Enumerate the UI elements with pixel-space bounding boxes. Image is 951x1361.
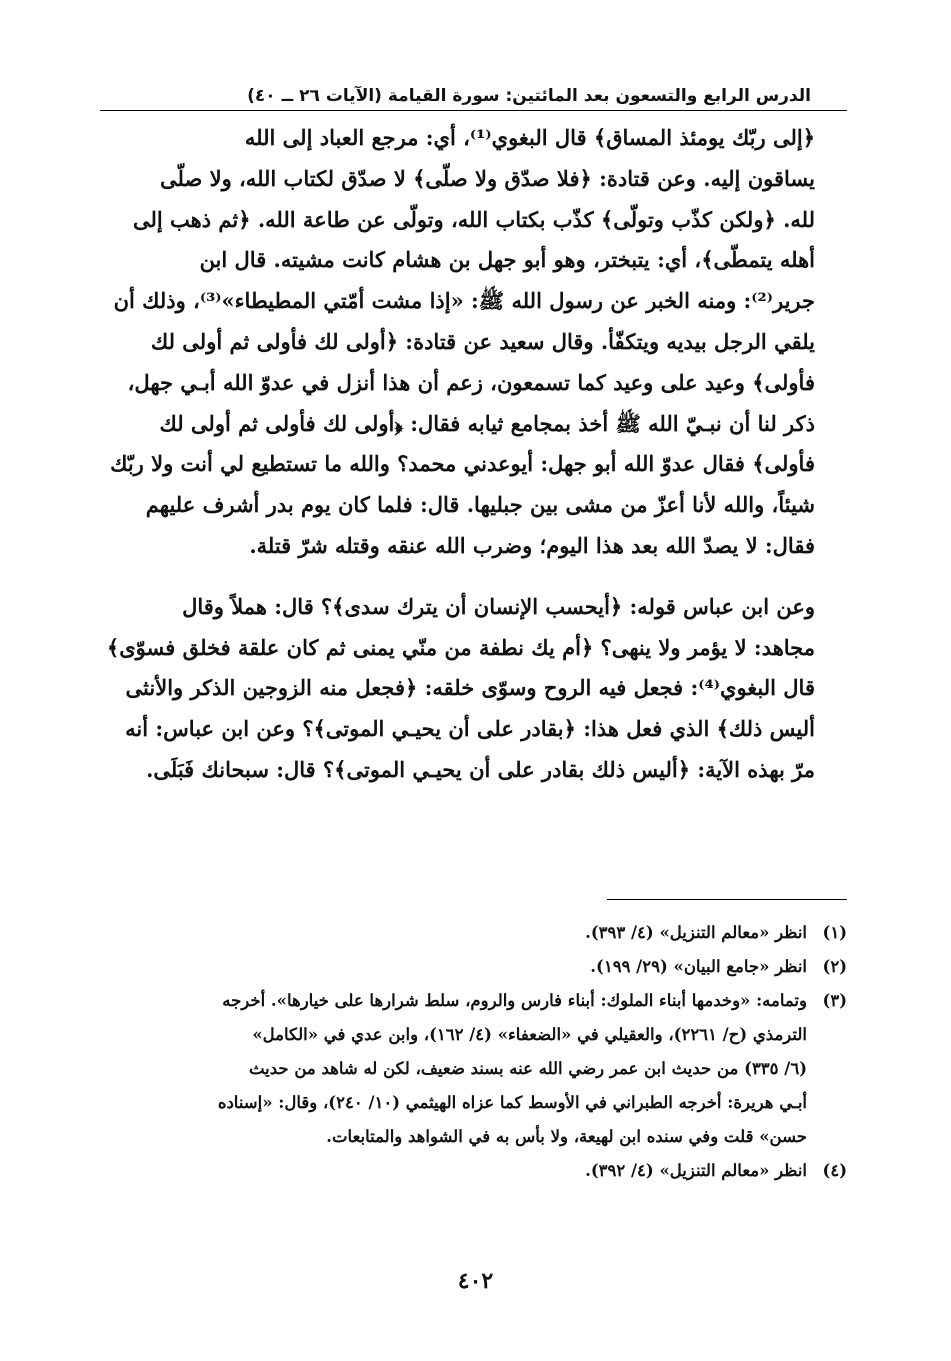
footnote-number: (١) <box>822 923 847 942</box>
footnote-number: (٢) <box>822 957 847 976</box>
footnote-text <box>100 984 807 1154</box>
paragraph <box>100 118 841 567</box>
text-line: يساقون إليه. وعن قتادة: ﴿فلا صدّق ولا صلّى﴾ لا صدّق لكتاب الله، ولا صلّى <box>160 165 815 191</box>
footnote <box>100 984 847 1154</box>
page-number: ٤٠٢ <box>457 1268 494 1294</box>
text-line: أهله يتمطّى﴾، أي: يتبختر، وهو أبو جهل بن هشام كانت مشيته. قال ابن <box>199 247 815 273</box>
text-line: وعن ابن عباس قوله: ﴿أيحسب الإنسان أن يترك سدى﴾؟ قال: هملاً وقال <box>182 593 815 619</box>
footnote <box>100 1154 847 1188</box>
text-line: فأولى﴾ فقال عدوّ الله أبو جهل: أيوعدني محمد؟ والله ما تستطيع لي أنت ولا ربّك <box>110 451 815 477</box>
text-line: شيئاً، والله لأنا أعزّ من مشى بين جبليها. قال: فلما كان يوم بدر أشرف عليهم <box>145 492 815 518</box>
footnote-text <box>100 1154 807 1188</box>
text-line: قال البغوي⁽⁴⁾: فجعل فيه الروح وسوّى خلقه: ﴿فجعل منه الزوجين الذكر والأنثى <box>125 675 815 701</box>
text-line: فأولى﴾ وعيد على وعيد كما تسمعون، زعم أن هذا أنزل في عدوّ الله أبـي جهل، <box>127 369 815 395</box>
footnote-line: (٦/ ٣٣٥) من حديث ابن عمر رضي الله عنه بسند ضعيف، لكن له شاهد من حديث <box>248 1059 807 1078</box>
text-line: مرّ بهذه الآية: ﴿أليس ذلك بقادر على أن يحيـي الموتى﴾؟ قال: سبحانك فَبَلَى. <box>146 756 815 782</box>
text-line: لله. ﴿ولكن كذّب وتولّى﴾ كذّب بكتاب الله، وتولّى عن طاعة الله. ﴿ثم ذهب إلى <box>133 206 815 232</box>
text-line: ذكر لنا أن نبـيّ الله ﷺ أخذ بمجامع ثيابه فقال: ﴿أولى لك فأولى ثم أولى لك <box>159 410 815 436</box>
paragraph <box>100 587 841 791</box>
main-text <box>100 118 841 791</box>
running-header: الدرس الرابع والتسعون بعد المائتين: سورة القيامة (الآيات ٢٦ ــ ٤٠) <box>247 86 811 106</box>
footnote <box>100 916 847 950</box>
footnote-text <box>100 950 807 984</box>
footnote-line: انظر «معالم التنزيل» (٤/ ٣٩٣). <box>585 923 807 942</box>
footnote-number: (٤) <box>822 1161 847 1180</box>
text-line: مجاهد: لا يؤمر ولا ينهى؟ ﴿أم يك نطفة من منّي يمنى ثم كان علقة فخلق فسوّى﴾ <box>106 634 815 660</box>
footnote-line: الترمذي (ح/ ٢٢٦١)، والعقيلي في «الضعفاء» (٤/ ١٦٢)، وابن عدي في «الكامل» <box>252 1025 807 1044</box>
footnote-line: انظر «جامع البيان» (٢٩/ ١٩٩). <box>590 957 807 976</box>
footnotes <box>100 916 847 1188</box>
footnote-separator <box>607 899 847 900</box>
footnote-line: انظر «معالم التنزيل» (٤/ ٣٩٢). <box>585 1161 807 1180</box>
footnote-number: (٣) <box>822 991 847 1010</box>
header-rule <box>100 110 847 111</box>
footnote <box>100 950 847 984</box>
text-line: فقال: لا يصدّ الله بعد هذا اليوم؛ وضرب الله عنقه وقتله شرّ قتلة. <box>249 532 815 558</box>
text-line: يلقي الرجل بيديه ويتكفّأ. وقال سعيد عن قتادة: ﴿أولى لك فأولى ثم أولى لك <box>150 328 815 354</box>
footnote-line: وتمامه: «وخدمها أبناء الملوك: أبناء فارس والروم، سلط شرارها على خيارها». أخرجه <box>222 991 807 1010</box>
footnote-line: حسن» قلت وفي سنده ابن لهيعة، ولا بأس به في الشواهد والمتابعات. <box>326 1127 807 1146</box>
footnote-line: أبـي هريرة: أخرجه الطبراني في الأوسط كما عزاه الهيثمي (١٠/ ٢٤٠)، وقال: «إسناده <box>217 1093 807 1112</box>
text-line: جرير⁽²⁾: ومنه الخبر عن رسول الله ﷺ: «إذا مشت أمّتي المطيطاء»⁽³⁾، وذلك أن <box>113 288 815 314</box>
footnote-text <box>100 916 807 950</box>
text-line: ﴿إلى ربّك يومئذ المساق﴾ قال البغوي⁽¹⁾، أي: مرجع العباد إلى الله <box>244 125 815 150</box>
text-line: أليس ذلك﴾ الذي فعل هذا: ﴿بقادر على أن يحيـي الموتى﴾؟ وعن ابن عباس: أنه <box>125 716 815 742</box>
